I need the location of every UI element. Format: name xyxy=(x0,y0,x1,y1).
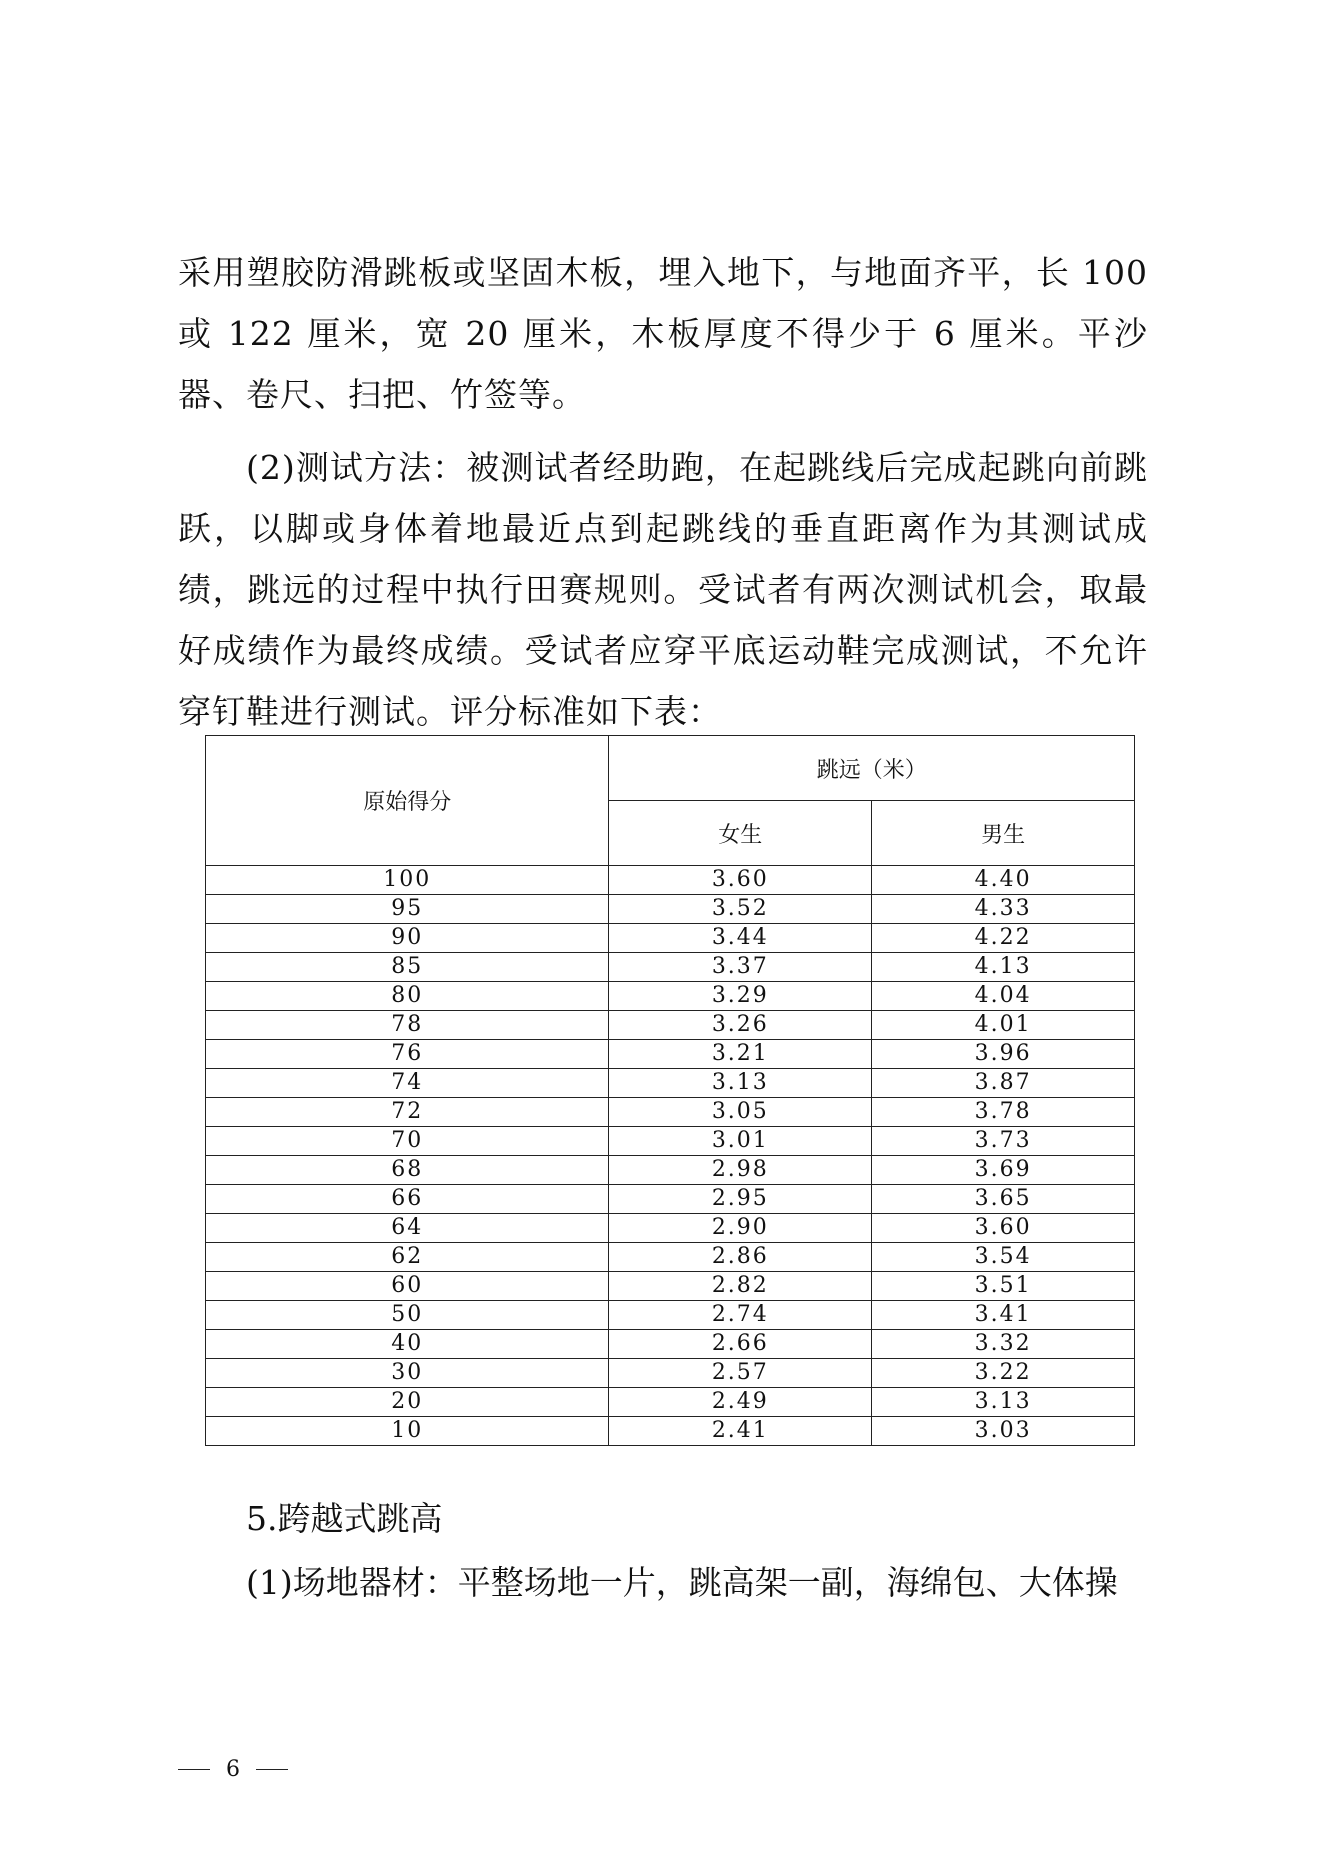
cell-male: 4.04 xyxy=(872,982,1135,1011)
cell-male: 4.40 xyxy=(872,866,1135,895)
table-row xyxy=(206,1098,1135,1127)
cell-score: 50 xyxy=(206,1301,609,1330)
table-row xyxy=(206,1359,1135,1388)
cell-female: 3.29 xyxy=(609,982,872,1011)
cell-male: 3.22 xyxy=(872,1359,1135,1388)
cell-score: 64 xyxy=(206,1214,609,1243)
cell-female: 2.57 xyxy=(609,1359,872,1388)
cell-score: 10 xyxy=(206,1417,609,1446)
cell-score: 80 xyxy=(206,982,609,1011)
cell-male: 3.03 xyxy=(872,1417,1135,1446)
cell-score: 95 xyxy=(206,895,609,924)
cell-male: 3.69 xyxy=(872,1156,1135,1185)
cell-male: 3.87 xyxy=(872,1069,1135,1098)
page-number: 6 xyxy=(226,1757,240,1782)
cell-male: 3.96 xyxy=(872,1040,1135,1069)
cell-female: 2.82 xyxy=(609,1272,872,1301)
cell-male: 4.01 xyxy=(872,1011,1135,1040)
cell-male: 4.13 xyxy=(872,953,1135,982)
cell-female: 2.66 xyxy=(609,1330,872,1359)
cell-score: 100 xyxy=(206,866,609,895)
header-long-jump: 跳远（米） xyxy=(609,736,1135,801)
cell-female: 3.37 xyxy=(609,953,872,982)
cell-female: 3.13 xyxy=(609,1069,872,1098)
table-row xyxy=(206,1185,1135,1214)
footer-dash-right xyxy=(256,1769,288,1770)
table-row xyxy=(206,866,1135,895)
cell-female: 3.44 xyxy=(609,924,872,953)
cell-score: 40 xyxy=(206,1330,609,1359)
cell-female: 2.90 xyxy=(609,1214,872,1243)
cell-male: 3.78 xyxy=(872,1098,1135,1127)
cell-male: 3.51 xyxy=(872,1272,1135,1301)
table-row xyxy=(206,1417,1135,1446)
cell-score: 68 xyxy=(206,1156,609,1185)
table-row xyxy=(206,1214,1135,1243)
header-score: 原始得分 xyxy=(206,736,609,866)
table-row xyxy=(206,924,1135,953)
scoring-table xyxy=(205,735,1135,1446)
cell-female: 3.01 xyxy=(609,1127,872,1156)
table-row xyxy=(206,1040,1135,1069)
cell-score: 76 xyxy=(206,1040,609,1069)
table-row xyxy=(206,1243,1135,1272)
cell-female: 2.98 xyxy=(609,1156,872,1185)
table-row xyxy=(206,895,1135,924)
table-row xyxy=(206,1011,1135,1040)
cell-female: 3.05 xyxy=(609,1098,872,1127)
cell-score: 30 xyxy=(206,1359,609,1388)
cell-male: 3.54 xyxy=(872,1243,1135,1272)
cell-male: 3.41 xyxy=(872,1301,1135,1330)
page-footer xyxy=(178,1757,288,1782)
cell-score: 90 xyxy=(206,924,609,953)
cell-female: 2.86 xyxy=(609,1243,872,1272)
cell-female: 2.49 xyxy=(609,1388,872,1417)
cell-female: 2.41 xyxy=(609,1417,872,1446)
cell-male: 3.65 xyxy=(872,1185,1135,1214)
cell-female: 2.74 xyxy=(609,1301,872,1330)
table-row xyxy=(206,1301,1135,1330)
paragraph-equipment: 采用塑胶防滑跳板或坚固木板，埋入地下，与地面齐平，长 100 或 122 厘米，宽 20 厘米，木板厚度不得少于 6 厘米。平沙器、卷尺、扫把、竹签等。 xyxy=(178,253,1148,414)
cell-female: 3.21 xyxy=(609,1040,872,1069)
paragraph-equipment-high-jump: (1)场地器材：平整场地一片，跳高架一副，海绵包、大体操 xyxy=(246,1563,1118,1602)
cell-score: 66 xyxy=(206,1185,609,1214)
cell-score: 78 xyxy=(206,1011,609,1040)
table-row xyxy=(206,1330,1135,1359)
paragraph-test-method: (2)测试方法：被测试者经助跑，在起跳线后完成起跳向前跳跃，以脚或身体着地最近点到起跳线的垂直距离作为其测试成绩，跳远的过程中执行田赛规则。受试者有两次测试机会，取最好成绩作为最终成绩。受试者应穿平底运动鞋完成测试，不允许穿钉鞋进行测试。评分标准如下表： xyxy=(178,448,1148,731)
header-male: 男生 xyxy=(872,801,1135,866)
cell-female: 2.95 xyxy=(609,1185,872,1214)
table-row xyxy=(206,1069,1135,1098)
table-body xyxy=(206,866,1135,1446)
footer-dash-left xyxy=(178,1769,210,1770)
cell-score: 85 xyxy=(206,953,609,982)
table-row xyxy=(206,1156,1135,1185)
header-female: 女生 xyxy=(609,801,872,866)
cell-score: 70 xyxy=(206,1127,609,1156)
cell-female: 3.52 xyxy=(609,895,872,924)
cell-score: 20 xyxy=(206,1388,609,1417)
table-row xyxy=(206,1127,1135,1156)
cell-male: 3.60 xyxy=(872,1214,1135,1243)
cell-score: 60 xyxy=(206,1272,609,1301)
cell-score: 62 xyxy=(206,1243,609,1272)
table-row xyxy=(206,982,1135,1011)
cell-male: 3.13 xyxy=(872,1388,1135,1417)
cell-score: 74 xyxy=(206,1069,609,1098)
cell-score: 72 xyxy=(206,1098,609,1127)
table-row xyxy=(206,953,1135,982)
section-heading: 5.跨越式跳高 xyxy=(246,1499,443,1538)
cell-male: 3.32 xyxy=(872,1330,1135,1359)
table-row xyxy=(206,1272,1135,1301)
cell-male: 3.73 xyxy=(872,1127,1135,1156)
cell-male: 4.33 xyxy=(872,895,1135,924)
cell-male: 4.22 xyxy=(872,924,1135,953)
cell-female: 3.26 xyxy=(609,1011,872,1040)
table-row xyxy=(206,1388,1135,1417)
cell-female: 3.60 xyxy=(609,866,872,895)
